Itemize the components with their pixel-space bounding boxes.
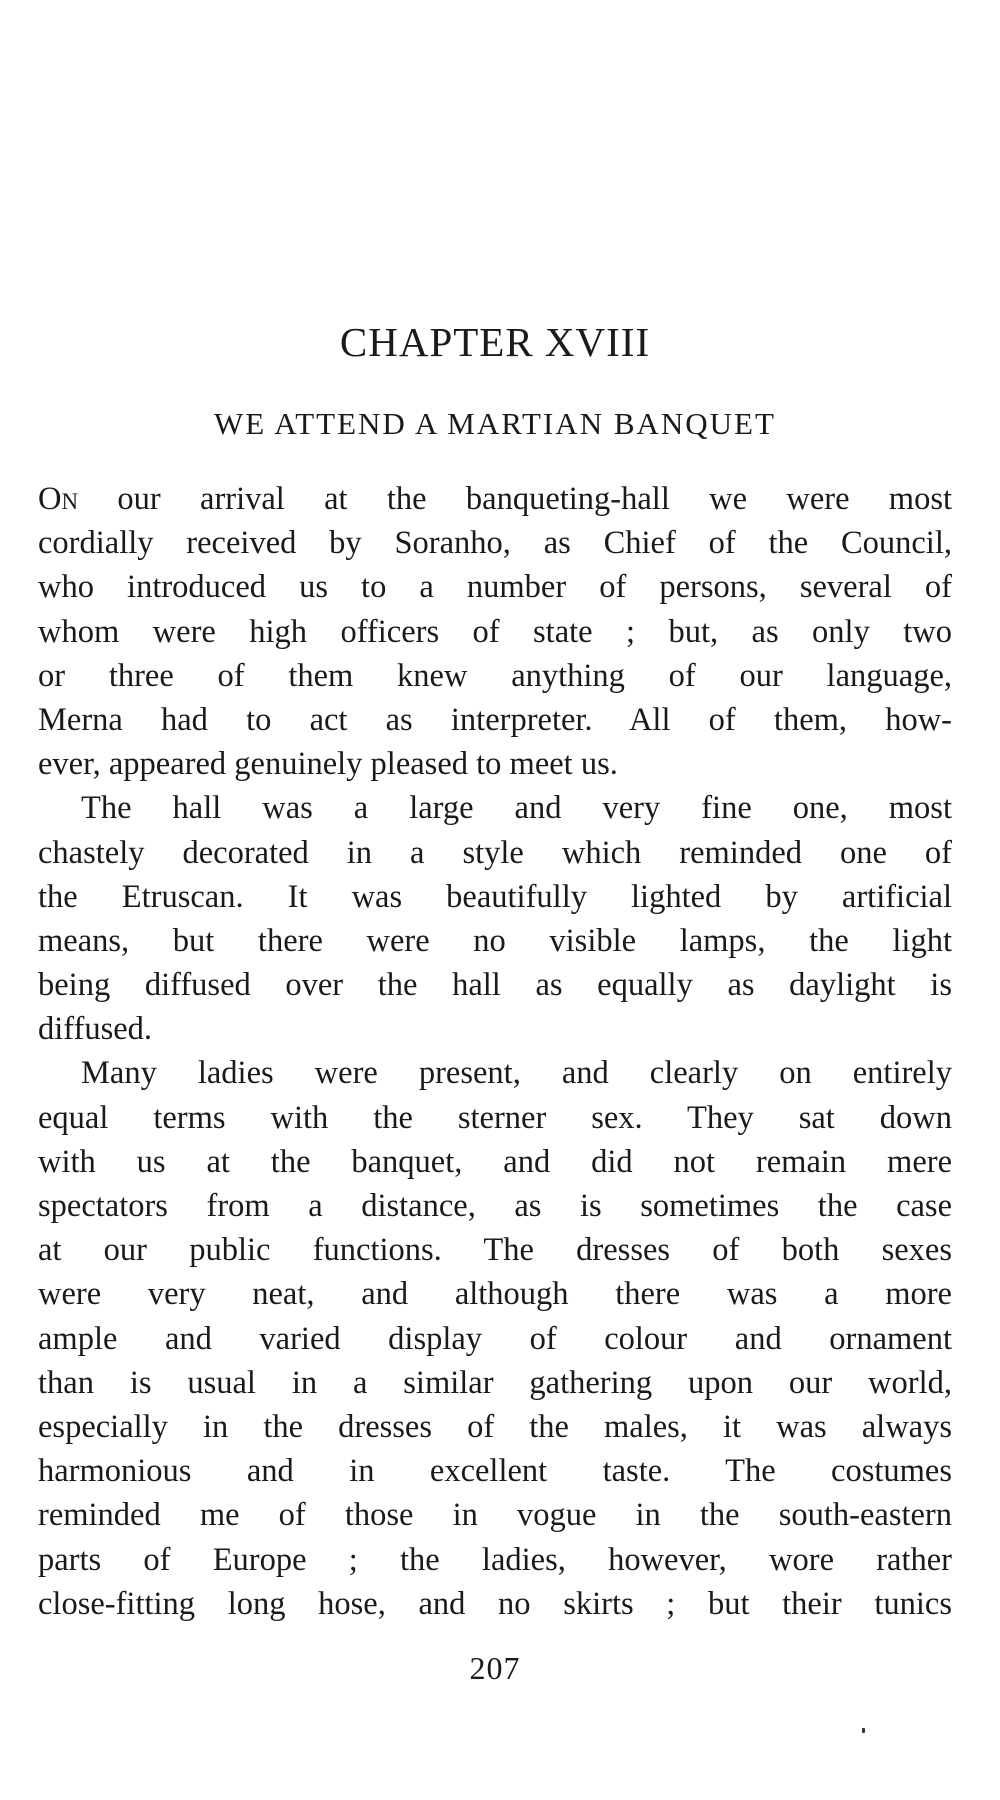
text-line: chastely decorated in a style which reminded one of bbox=[38, 834, 952, 871]
opening-word: On bbox=[38, 481, 79, 517]
text-line: with us at the banquet, and did not remain mere bbox=[38, 1143, 952, 1180]
text-line: especially in the dresses of the males, it was always bbox=[38, 1408, 952, 1445]
text-line: ample and varied display of colour and ornament bbox=[38, 1320, 952, 1357]
text-line: whom were high officers of state ; but, as only two bbox=[38, 613, 952, 650]
text-line: were very neat, and although there was a more bbox=[38, 1276, 952, 1313]
text-line: harmonious and in excellent taste. The costumes bbox=[38, 1453, 952, 1490]
text-line: or three of them knew anything of our language, bbox=[38, 657, 952, 694]
text-line: spectators from a distance, as is sometimes the case bbox=[38, 1188, 952, 1224]
text-line: equal terms with the sterner sex. They sat down bbox=[38, 1099, 952, 1136]
text-line: the Etruscan. It was beautifully lighted by artificial bbox=[38, 878, 952, 915]
text-line: diffused. bbox=[38, 1011, 153, 1048]
text-line: Merna had to act as interpreter. All of them, how- bbox=[38, 701, 952, 738]
text-line: than is usual in a similar gathering upon our world, bbox=[38, 1364, 952, 1401]
chapter-subtitle: WE ATTEND A MARTIAN BANQUET bbox=[214, 406, 776, 441]
line-text: our arrival at the banqueting-hall we were most bbox=[117, 481, 953, 517]
text-line: ever, appeared genuinely pleased to meet us. bbox=[38, 746, 618, 783]
chapter-title: CHAPTER XVIII bbox=[339, 319, 651, 365]
text-line: Many ladies were present, and clearly on entirely bbox=[81, 1055, 952, 1092]
text-line: means, but there were no visible lamps, the light bbox=[38, 922, 952, 959]
ink-speck bbox=[862, 1728, 865, 1733]
text-line: at our public functions. The dresses of both sexes bbox=[38, 1232, 952, 1269]
text-line: The hall was a large and very fine one, most bbox=[81, 790, 952, 827]
text-line: cordially received by Soranho, as Chief of the Council, bbox=[38, 525, 952, 562]
text-line: close-fitting long hose, and no skirts ; but their tunics bbox=[38, 1585, 952, 1622]
chapter-body bbox=[38, 477, 952, 1626]
text-line: who introduced us to a number of persons, several of bbox=[38, 569, 952, 606]
text-line: being diffused over the hall as equally as daylight is bbox=[38, 967, 952, 1004]
page-number: 207 bbox=[469, 1650, 521, 1686]
text-line: reminded me of those in vogue in the south-eastern bbox=[38, 1497, 952, 1534]
text-line: parts of Europe ; the ladies, however, wore rather bbox=[38, 1541, 952, 1578]
text-line bbox=[38, 477, 952, 521]
